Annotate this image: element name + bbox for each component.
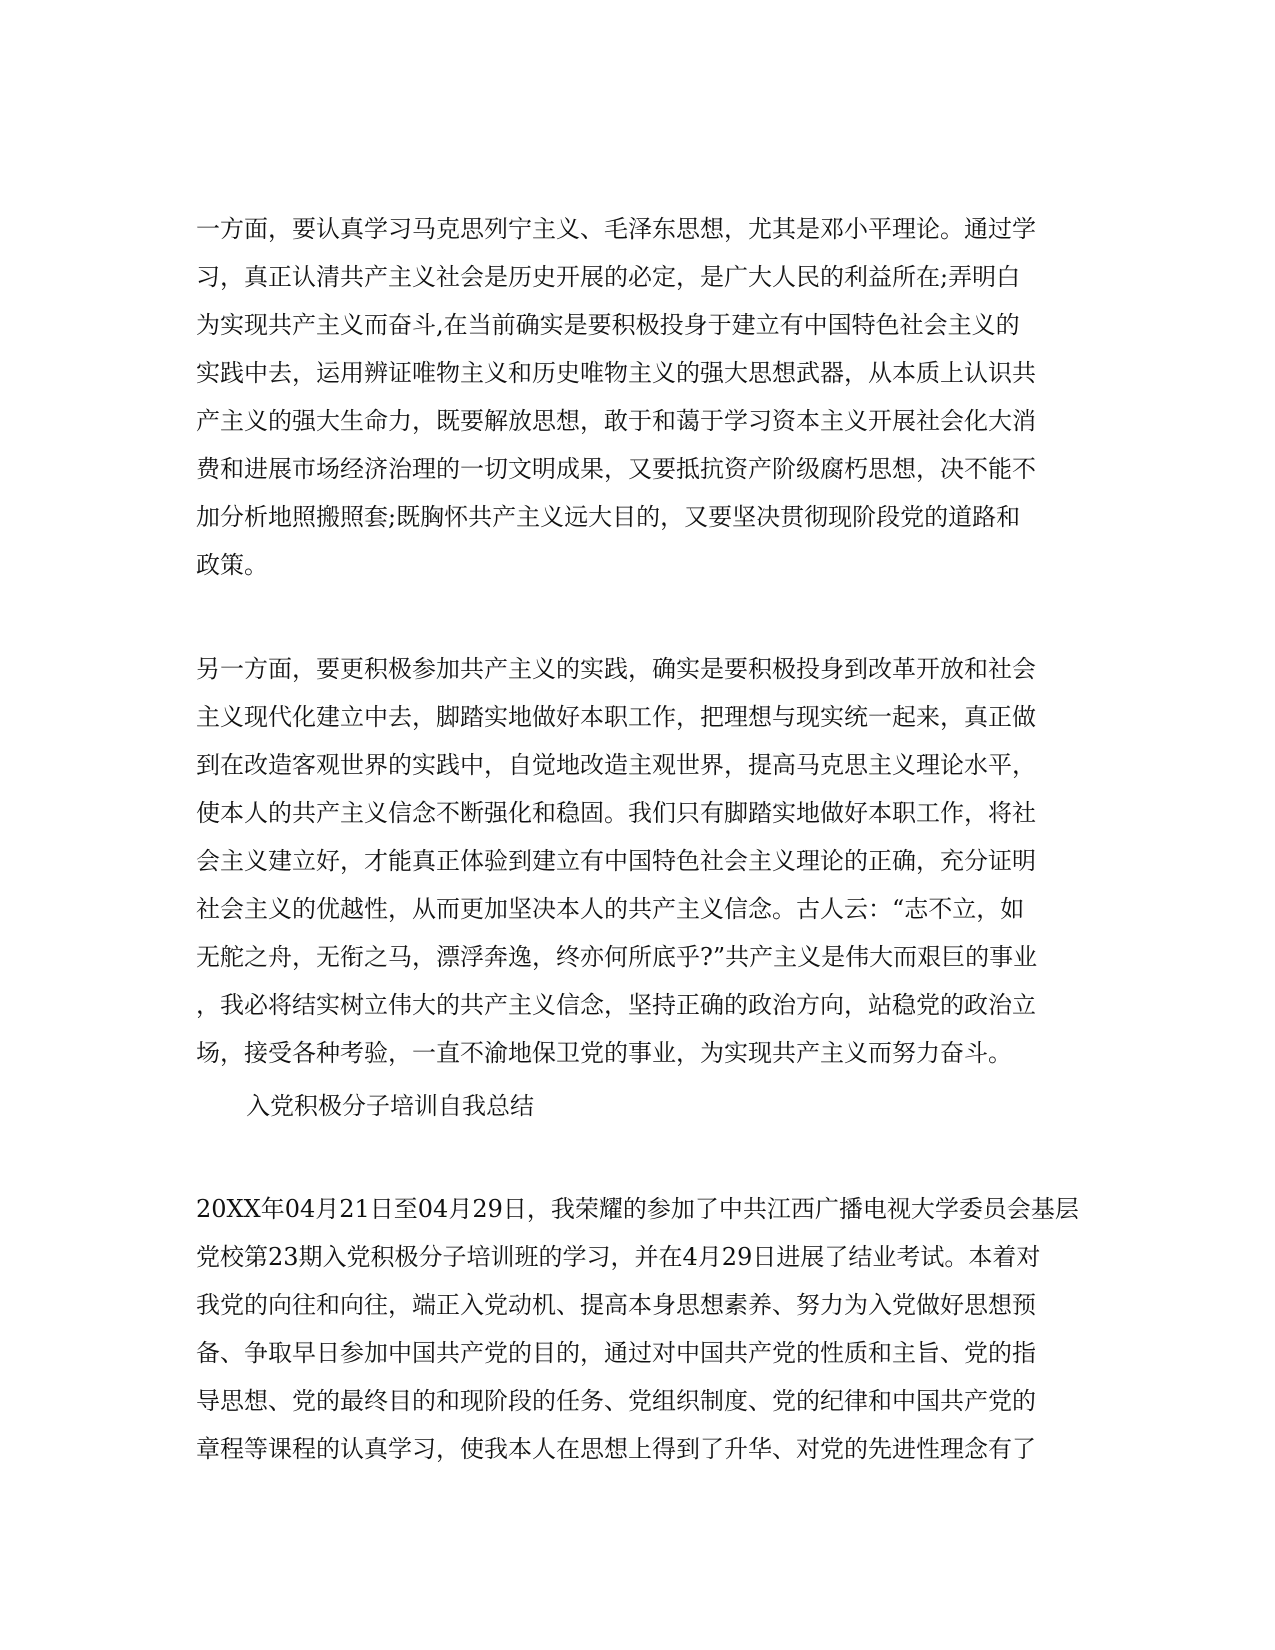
paragraph-line: ，我必将结实树立伟大的共产主义信念，坚持正确的政治方向，站稳党的政治立 [196, 991, 1036, 1019]
paragraph-line: 无舵之舟，无衔之马，漂浮奔逸，终亦何所底乎?”共产主义是伟大而艰巨的事业 [196, 943, 1038, 971]
paragraph-line: 实践中去，运用辨证唯物主义和历史唯物主义的强大思想武器，从本质上认识共 [196, 359, 1036, 387]
paragraph-line: 到在改造客观世界的实践中，自觉地改造主观世界，提高马克思主义理论水平， [196, 751, 1036, 779]
paragraph-line: 20XX年04月21日至04月29日，我荣耀的参加了中共江西广播电视大学委员会基层 [196, 1195, 1079, 1223]
paragraph-line: 场，接受各种考验，一直不渝地保卫党的事业，为实现共产主义而努力奋斗。 [196, 1039, 1012, 1067]
paragraph-line: 导思想、党的最终目的和现阶段的任务、党组织制度、党的纪律和中国共产党的 [196, 1387, 1036, 1415]
paragraph-line: 加分析地照搬照套;既胸怀共产主义远大目的，又要坚决贯彻现阶段党的道路和 [196, 503, 1021, 531]
paragraph-line: 产主义的强大生命力，既要解放思想，敢于和蔼于学习资本主义开展社会化大消 [196, 407, 1036, 435]
section-heading [246, 1082, 1126, 1130]
paragraph-1 [196, 205, 1076, 589]
paragraph-line: 政策。 [196, 551, 268, 579]
paragraph-line: 我党的向往和向往，端正入党动机、提高本身思想素养、努力为入党做好思想预 [196, 1291, 1036, 1319]
paragraph-line: 章程等课程的认真学习，使我本人在思想上得到了升华、对党的先进性理念有了 [196, 1435, 1036, 1463]
paragraph-2 [196, 645, 1076, 1077]
paragraph-line: 主义现代化建立中去，脚踏实地做好本职工作，把理想与现实统一起来，真正做 [196, 703, 1036, 731]
paragraph-line: 党校第23期入党积极分子培训班的学习，并在4月29日进展了结业考试。本着对 [196, 1243, 1041, 1271]
paragraph-line: 备、争取早日参加中国共产党的目的，通过对中国共产党的性质和主旨、党的指 [196, 1339, 1036, 1367]
section-heading-text: 入党积极分子培训自我总结 [246, 1092, 534, 1120]
paragraph-3 [196, 1185, 1079, 1473]
paragraph-line: 费和进展市场经济治理的一切文明成果，又要抵抗资产阶级腐朽思想，决不能不 [196, 455, 1036, 483]
paragraph-line: 社会主义的优越性，从而更加坚决本人的共产主义信念。古人云：“志不立，如 [196, 895, 1025, 923]
paragraph-line: 另一方面，要更积极参加共产主义的实践，确实是要积极投身到改革开放和社会 [196, 655, 1036, 683]
paragraph-line: 为实现共产主义而奋斗,在当前确实是要积极投身于建立有中国特色社会主义的 [196, 311, 1020, 339]
paragraph-line: 一方面，要认真学习马克思列宁主义、毛泽东思想，尤其是邓小平理论。通过学 [196, 215, 1036, 243]
paragraph-line: 习，真正认清共产主义社会是历史开展的必定，是广大人民的利益所在;弄明白 [196, 263, 1021, 291]
paragraph-line: 会主义建立好，才能真正体验到建立有中国特色社会主义理论的正确，充分证明 [196, 847, 1036, 875]
paragraph-line: 使本人的共产主义信念不断强化和稳固。我们只有脚踏实地做好本职工作，将社 [196, 799, 1036, 827]
